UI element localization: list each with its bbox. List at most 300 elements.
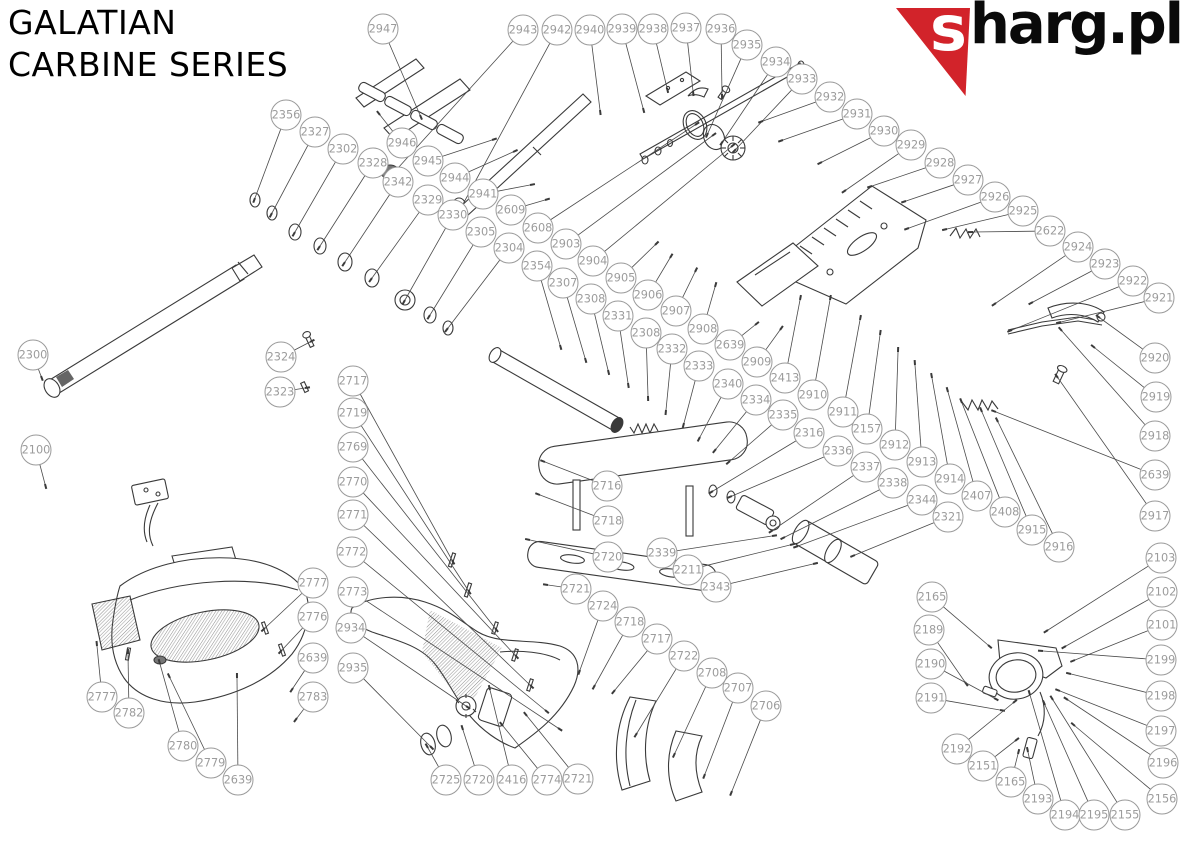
leader-line-2328	[320, 176, 365, 246]
part-callout-2938	[638, 14, 668, 44]
part-callout-2356	[271, 100, 301, 130]
part-mark-2156	[1071, 723, 1075, 726]
leader-line-2940	[592, 45, 600, 110]
part-callout-2157	[852, 414, 882, 444]
part-number: 2717	[642, 632, 672, 646]
part-callout-2909	[742, 347, 772, 377]
part-number: 2776	[298, 610, 328, 624]
part-callout-2921	[1144, 283, 1174, 313]
part-mark-2211	[790, 544, 795, 545]
part-callout-2924	[1063, 232, 1093, 262]
part-mark-2300	[41, 376, 43, 381]
part-callout-2774	[532, 765, 562, 795]
part-number: 2356	[271, 108, 301, 122]
leader-line-2930	[822, 138, 871, 162]
leader-line-2927	[906, 185, 954, 201]
leader-line-2721	[548, 585, 561, 587]
trigger-unit-drawing	[131, 479, 168, 546]
leader-line-2331	[620, 331, 628, 383]
leader-line-2342	[345, 195, 390, 262]
part-number: 2155	[1110, 808, 1140, 822]
part-number: 2940	[575, 23, 605, 37]
part-mark-2941	[530, 184, 535, 185]
leader-line-2917	[1058, 378, 1146, 504]
part-mark-2937	[693, 91, 694, 96]
part-callout-2932	[815, 82, 845, 112]
part-callout-2199	[1146, 645, 1176, 675]
part-mark-2923	[1029, 302, 1033, 304]
leader-line-2338	[785, 490, 880, 537]
part-callout-2937	[671, 13, 701, 43]
part-mark-2914	[931, 373, 932, 378]
part-number: 2639	[1140, 468, 1170, 482]
part-number: 2609	[496, 203, 526, 217]
part-mark-2931	[778, 140, 783, 142]
part-callout-2920	[1140, 343, 1170, 373]
part-callout-2195	[1079, 800, 1109, 830]
part-mark-2718	[593, 685, 595, 689]
part-callout-2192	[942, 734, 972, 764]
part-number: 2198	[1146, 689, 1176, 703]
part-number: 2918	[1140, 429, 1170, 443]
part-number: 2903	[551, 237, 581, 251]
part-mark-2197	[1055, 689, 1060, 691]
part-callout-2925	[1008, 196, 1038, 226]
part-mark-2100	[45, 484, 46, 489]
part-number: 2931	[842, 107, 872, 121]
part-number: 2913	[907, 455, 937, 469]
part-number: 2340	[713, 377, 743, 391]
part-mark-2907	[695, 268, 697, 272]
part-mark-2929	[842, 190, 846, 193]
part-number: 2416	[497, 773, 527, 787]
part-number: 2327	[300, 125, 330, 139]
leader-line-2925	[947, 214, 1008, 229]
part-mark-2717	[612, 690, 615, 694]
part-callout-2769	[338, 432, 368, 462]
leader-line-2165	[1015, 754, 1018, 767]
part-callout-2302	[328, 134, 358, 164]
part-number: 2100	[21, 443, 51, 457]
leader-line-2724	[580, 620, 598, 670]
leader-line-2725	[428, 748, 439, 767]
part-mark-2327	[270, 213, 272, 217]
part-number: 2779	[196, 756, 226, 770]
leader-line-2923	[1033, 271, 1092, 302]
part-number: 2191	[916, 691, 946, 705]
part-mark-2323	[305, 387, 310, 388]
part-callout-2102	[1147, 577, 1177, 607]
leader-line-2941	[498, 185, 530, 191]
leader-line-2356	[255, 129, 281, 198]
part-number: 2707	[723, 681, 753, 695]
part-mark-2416	[489, 685, 490, 690]
part-mark-2304	[445, 328, 448, 332]
part-callout-2189	[914, 615, 944, 645]
leader-line-2332	[666, 364, 671, 410]
part-number: 2721	[563, 772, 593, 786]
part-number: 2935	[338, 661, 368, 675]
rail-block-drawing	[646, 72, 731, 105]
part-number: 2308	[631, 326, 661, 340]
part-number: 2338	[878, 476, 908, 490]
part-number: 2917	[1140, 509, 1170, 523]
part-callout-2931	[842, 99, 872, 129]
receiver-drawing	[737, 186, 926, 306]
part-mark-2335	[726, 461, 730, 464]
part-number: 2935	[732, 38, 762, 52]
series-title	[8, 2, 288, 86]
part-callout-2331	[603, 301, 633, 331]
part-number: 2316	[794, 426, 824, 440]
part-callout-2777	[298, 568, 328, 598]
part-number: 2308	[576, 292, 606, 306]
part-mark-2155	[1050, 696, 1053, 700]
part-callout-2609	[496, 195, 526, 225]
part-mark-2935	[430, 746, 434, 750]
leader-line-2195	[1045, 705, 1088, 801]
part-mark-2919	[1091, 345, 1095, 348]
part-callout-2194	[1050, 800, 1080, 830]
part-number: 2717	[338, 374, 368, 388]
part-callout-2336	[823, 436, 853, 466]
leader-line-2324	[294, 342, 310, 350]
part-number: 2165	[996, 775, 1026, 789]
part-number: 2928	[925, 156, 955, 170]
leader-line-2706	[732, 720, 760, 791]
part-number: 2193	[1023, 792, 1053, 806]
leader-line-2906	[656, 258, 670, 282]
part-callout-2720	[464, 765, 494, 795]
part-mark-2157	[880, 330, 881, 335]
part-mark-2331	[628, 383, 629, 388]
part-number: 2335	[768, 408, 798, 422]
part-callout-2915	[1017, 515, 1047, 545]
part-callout-2151	[968, 751, 998, 781]
leader-line-2905	[632, 245, 655, 268]
part-mark-2338	[781, 537, 785, 539]
part-callout-2717	[338, 366, 368, 396]
part-number: 2332	[657, 342, 687, 356]
leader-line-2909	[766, 330, 780, 350]
leader-line-2300	[38, 369, 41, 376]
part-number: 2922	[1118, 274, 1148, 288]
part-mark-2924	[992, 303, 996, 306]
part-number: 2930	[869, 124, 899, 138]
part-callout-2165	[996, 767, 1026, 797]
part-number: 2932	[815, 90, 845, 104]
leader-line-2339	[677, 536, 772, 551]
part-mark-2720	[461, 725, 463, 730]
part-mark-2101	[1070, 660, 1075, 662]
part-callout-2946	[387, 128, 417, 158]
part-number: 2783	[298, 690, 328, 704]
leader-line-2622	[973, 231, 1035, 232]
part-mark-2337	[769, 530, 773, 533]
part-number: 2780	[168, 739, 198, 753]
part-mark-2932	[758, 121, 763, 123]
part-number: 2330	[438, 208, 468, 222]
part-callout-2904	[578, 246, 608, 276]
part-mark-2906	[670, 254, 673, 258]
leader-line-2928	[872, 168, 926, 186]
leader-line-2718	[540, 495, 594, 516]
part-callout-2944	[440, 163, 470, 193]
part-mark-2939	[643, 108, 644, 113]
part-number: 2339	[647, 546, 677, 560]
part-mark-2905	[655, 242, 659, 245]
leader-line-2157	[869, 335, 880, 414]
part-mark-2922	[1007, 330, 1012, 332]
leader-line-2155	[1053, 700, 1117, 802]
part-number: 2719	[338, 406, 368, 420]
part-number: 2943	[508, 23, 538, 37]
part-number: 2769	[338, 440, 368, 454]
part-callout-2707	[723, 673, 753, 703]
part-callout-2324	[266, 342, 296, 372]
part-mark-2908	[715, 282, 716, 287]
part-number: 2920	[1140, 351, 1170, 365]
part-number: 2336	[823, 444, 853, 458]
part-callout-2639	[298, 643, 328, 673]
part-number: 2190	[916, 657, 946, 671]
part-callout-2719	[338, 398, 368, 428]
part-callout-2305	[466, 217, 496, 247]
part-number: 2331	[603, 309, 633, 323]
part-number: 2908	[688, 322, 718, 336]
part-callout-2721	[561, 574, 591, 604]
part-number: 2910	[798, 388, 828, 402]
part-mark-2725	[426, 744, 428, 748]
part-mark-2639	[290, 688, 293, 692]
part-number: 2156	[1147, 792, 1177, 806]
part-number: 2639	[223, 773, 253, 787]
part-number: 2622	[1035, 224, 1065, 238]
leader-line-2920	[1100, 318, 1143, 349]
part-callout-2413	[770, 363, 800, 393]
part-callout-2929	[896, 130, 926, 160]
leader-line-2721	[527, 716, 569, 767]
part-number: 2721	[561, 582, 591, 596]
part-callout-2777	[87, 682, 117, 712]
part-number: 2777	[87, 690, 117, 704]
part-number: 2924	[1063, 240, 1093, 254]
part-number: 2725	[431, 773, 461, 787]
part-callout-2639	[715, 330, 745, 360]
leader-line-2343	[731, 564, 813, 584]
part-mark-2343	[813, 563, 818, 564]
part-mark-2706	[730, 791, 732, 796]
part-mark-2103	[1044, 630, 1048, 633]
leader-line-2639	[742, 325, 755, 336]
part-callout-2334	[741, 385, 771, 415]
title-line1: GALATIAN	[8, 3, 177, 42]
part-number: 2911	[828, 405, 858, 419]
leader-line-2929	[846, 154, 899, 190]
part-callout-2304	[494, 233, 524, 263]
part-number: 2904	[578, 254, 608, 268]
part-number: 2927	[953, 173, 983, 187]
part-number: 2909	[742, 355, 772, 369]
safety-block-drawing	[418, 687, 512, 757]
part-callout-2211	[673, 555, 703, 585]
part-mark-2639	[991, 410, 996, 412]
part-callout-2922	[1118, 266, 1148, 296]
part-callout-2720	[593, 542, 623, 572]
part-callout-2639	[223, 765, 253, 795]
part-callout-2639	[1140, 460, 1170, 490]
part-callout-2771	[338, 500, 368, 530]
part-callout-2354	[522, 251, 552, 281]
part-callout-2332	[657, 334, 687, 364]
upper-tube-drawing	[459, 61, 804, 216]
leader-line-2718	[595, 635, 623, 685]
part-callout-2927	[953, 165, 983, 195]
part-number: 2196	[1148, 756, 1178, 770]
part-number: 2192	[942, 742, 972, 756]
part-mark-2302	[292, 232, 295, 236]
part-mark-2927	[901, 201, 906, 203]
part-callout-2934	[336, 613, 366, 643]
leader-line-2156	[1075, 726, 1151, 789]
part-number: 2305	[466, 225, 496, 239]
part-callout-2316	[794, 418, 824, 448]
part-mark-2344	[793, 546, 798, 548]
part-mark-2165	[988, 645, 992, 648]
part-callout-2165	[917, 582, 947, 612]
part-number: 2912	[880, 438, 910, 452]
part-mark-2903	[712, 133, 716, 136]
part-number: 2915	[1017, 523, 1047, 537]
part-callout-2936	[706, 14, 736, 44]
part-callout-2914	[935, 464, 965, 494]
part-mark-2102	[1062, 646, 1066, 648]
part-number: 2342	[383, 175, 413, 189]
part-mark-2407	[947, 387, 948, 392]
part-callout-2919	[1141, 382, 1171, 412]
part-mark-2196	[1064, 697, 1068, 700]
part-callout-2905	[606, 263, 636, 293]
part-callout-2196	[1148, 748, 1178, 778]
part-mark-2639	[755, 322, 759, 325]
part-number: 2933	[787, 72, 817, 86]
part-mark-2151	[1015, 738, 1019, 741]
part-callout-2708	[697, 658, 727, 688]
part-mark-2916	[996, 418, 998, 422]
part-number: 2321	[933, 510, 963, 524]
part-callout-2190	[916, 649, 946, 679]
part-number: 2333	[684, 359, 714, 373]
part-callout-2327	[300, 117, 330, 147]
part-mark-2773	[558, 728, 562, 731]
part-number: 2101	[1147, 618, 1177, 632]
part-callout-2910	[798, 380, 828, 410]
leader-line-2936	[721, 44, 722, 94]
part-callout-2903	[551, 229, 581, 259]
part-callout-2934	[761, 47, 791, 77]
part-number: 2407	[962, 489, 992, 503]
part-number: 2103	[1146, 551, 1176, 565]
part-callout-2407	[962, 481, 992, 511]
part-number: 2195	[1079, 808, 1109, 822]
part-callout-2776	[298, 602, 328, 632]
part-number: 2639	[715, 338, 745, 352]
part-callout-2103	[1146, 543, 1176, 573]
part-number: 2300	[18, 348, 48, 362]
part-callout-2772	[337, 537, 367, 567]
part-number: 2916	[1044, 540, 1074, 554]
part-mark-2724	[578, 670, 580, 675]
leader-line-2327	[272, 145, 308, 213]
part-callout-2908	[688, 314, 718, 344]
part-callout-2335	[768, 400, 798, 430]
part-number: 2408	[990, 505, 1020, 519]
barrel-drawing	[41, 255, 262, 400]
leader-line-2914	[932, 378, 947, 464]
part-number: 2944	[440, 171, 470, 185]
leader-line-2302	[295, 162, 335, 232]
part-callout-2197	[1146, 716, 1176, 746]
part-mark-2946	[377, 111, 380, 115]
part-mark-2909	[780, 326, 783, 330]
part-callout-2923	[1090, 249, 1120, 279]
part-mark-2921	[1056, 322, 1061, 323]
part-number: 2782	[114, 706, 144, 720]
part-number: 2324	[266, 350, 296, 364]
leader-line-2337	[773, 475, 854, 530]
leader-line-2912	[895, 352, 898, 430]
part-mark-2356	[253, 198, 255, 203]
leader-line-2304	[448, 260, 500, 328]
part-mark-2339	[772, 535, 777, 536]
part-number: 2771	[338, 508, 368, 522]
butt-pad-drawing	[616, 697, 702, 801]
leader-line-2935	[364, 679, 430, 746]
part-number: 2945	[413, 154, 443, 168]
part-number: 2938	[638, 22, 668, 36]
trigger-group-drawing	[982, 640, 1062, 759]
part-mark-2780	[159, 659, 160, 664]
part-mark-2408	[960, 398, 962, 403]
part-number: 2323	[265, 385, 295, 399]
part-number: 2302	[328, 142, 358, 156]
part-callout-2155	[1110, 800, 1140, 830]
part-callout-2939	[607, 14, 637, 44]
part-callout-2308	[576, 284, 606, 314]
part-number: 2343	[701, 580, 731, 594]
part-number: 2934	[336, 621, 366, 635]
part-callout-2940	[575, 15, 605, 45]
part-callout-2942	[542, 15, 572, 45]
part-callout-2724	[588, 591, 618, 621]
part-number: 2165	[917, 590, 947, 604]
part-callout-2718	[615, 607, 645, 637]
part-number: 2947	[368, 22, 398, 36]
part-callout-2912	[880, 430, 910, 460]
part-callout-2782	[114, 698, 144, 728]
part-mark-2911	[860, 315, 861, 320]
leader-line-2717	[615, 651, 647, 690]
leader-line-2931	[783, 119, 843, 140]
part-mark-2354	[560, 345, 561, 350]
part-mark-2413	[800, 295, 801, 300]
leader-line-2913	[915, 365, 921, 447]
leader-line-2926	[909, 202, 981, 228]
part-callout-2945	[413, 146, 443, 176]
leader-line-2165	[943, 607, 988, 645]
part-number: 2354	[522, 259, 552, 273]
part-mark-2915	[980, 407, 982, 412]
